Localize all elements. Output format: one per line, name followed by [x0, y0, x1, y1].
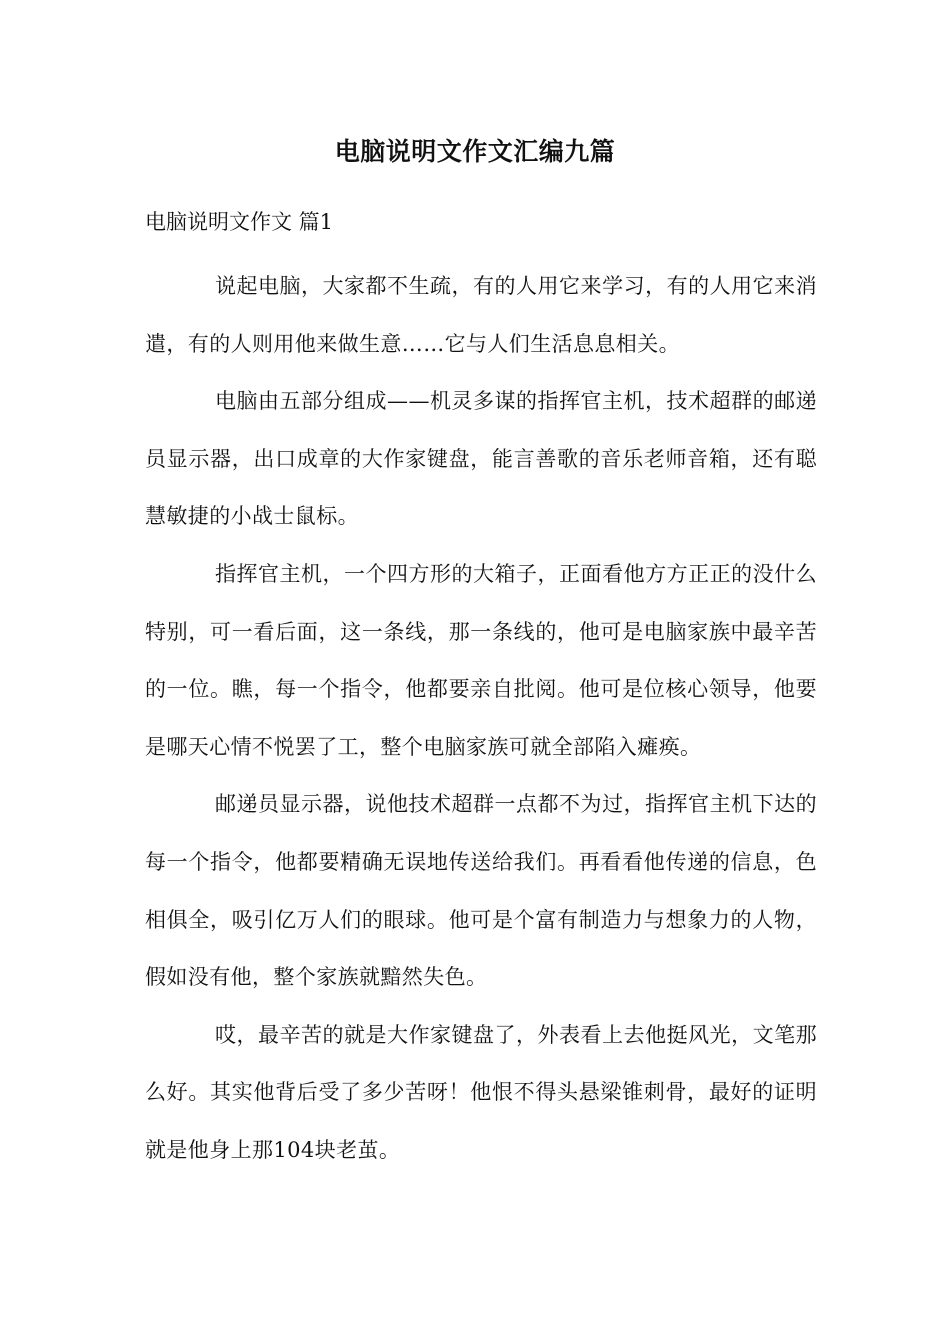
paragraph: 指挥官主机，一个四方形的大箱子，正面看他方方正正的没什么特别，可一看后面，这一条线，那一条线的，他可是电脑家族中最辛苦的一位。瞧，每一个指令，他都要亲自批阅。他可是位核心领导，他要是哪天心情不悦罢了工，整个电脑家族可就全部陷入瘫痪。: [145, 561, 817, 759]
section-heading: 电脑说明文作文 篇1: [145, 210, 334, 234]
document-title: 电脑说明文作文汇编九篇: [334, 137, 616, 166]
paragraph: 哎，最辛苦的就是大作家键盘了，外表看上去他挺风光，文笔那么好。其实他背后受了多少苦呀！他恨不得头悬梁锥刺骨，最好的证明就是他身上那104块老茧。: [145, 1022, 817, 1162]
paragraph: 邮递员显示器，说他技术超群一点都不为过，指挥官主机下达的每一个指令，他都要精确无误地传送给我们。再看看他传递的信息，色相俱全，吸引亿万人们的眼球。他可是个富有制造力与想象力的人物，假如没有他，整个家族就黯然失色。: [145, 792, 817, 990]
document-body: [145, 258, 817, 1180]
paragraph: 电脑由五部分组成——机灵多谋的指挥官主机，技术超群的邮递员显示器，出口成章的大作家键盘，能言善歌的音乐老师音箱，还有聪慧敏捷的小战士鼠标。: [145, 389, 817, 529]
paragraph: 说起电脑，大家都不生疏，有的人用它来学习，有的人用它来消遣，有的人则用他来做生意……它与人们生活息息相关。: [145, 274, 817, 356]
